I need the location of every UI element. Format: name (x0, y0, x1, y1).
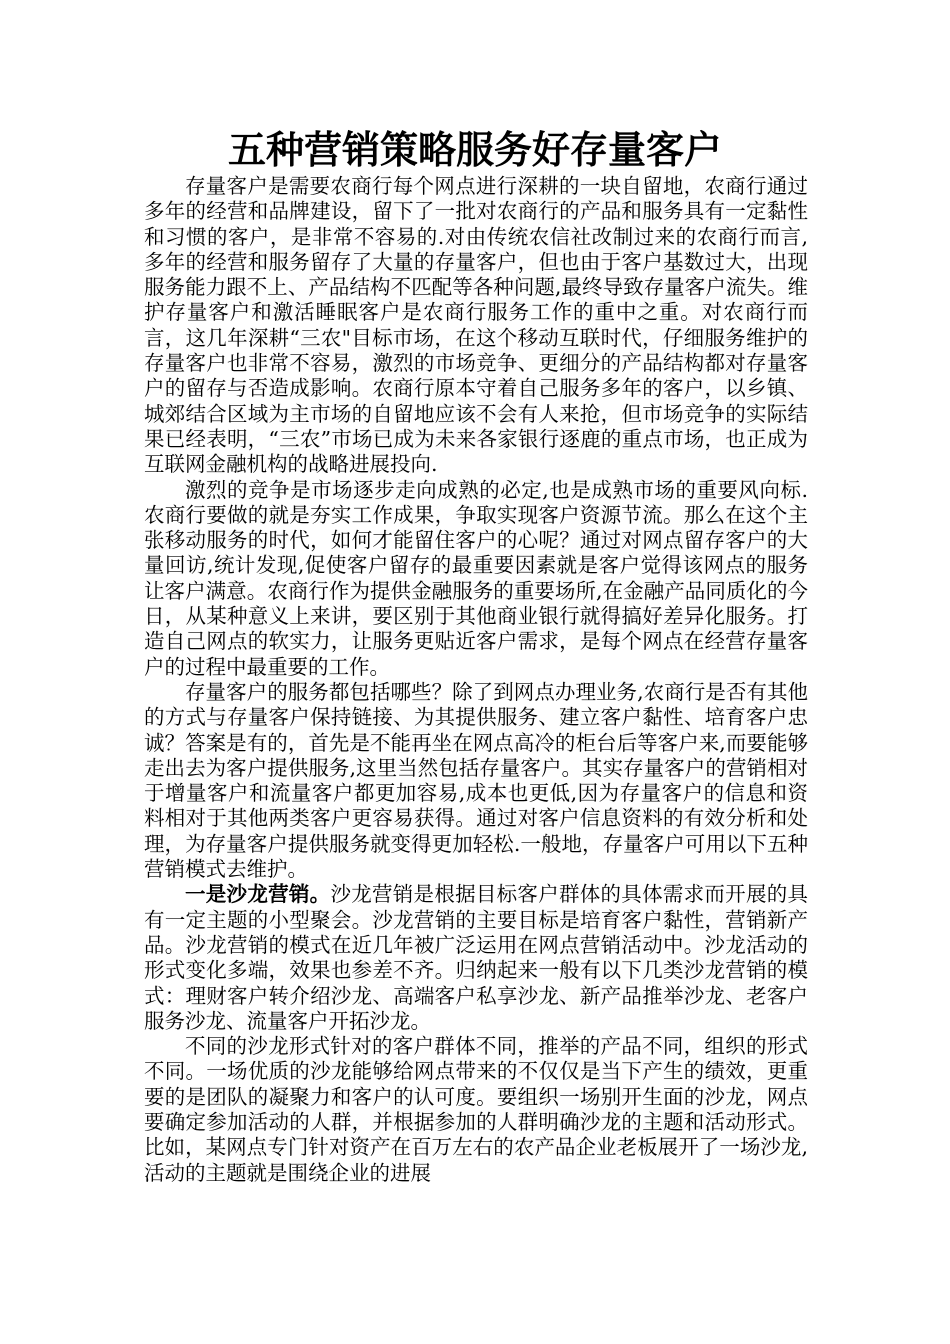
paragraph-4 (144, 882, 808, 1034)
paragraph-1 (144, 174, 808, 478)
paragraph-5 (144, 1034, 808, 1186)
paragraph-3 (144, 680, 808, 882)
paragraph-text: 沙龙营销是根据目标客户群体的具体需求而开展的具有一定主题的小型聚会。沙龙营销的主要目标是培育客户黏性，营销新产品。沙龙营销的模式在近几年被广泛运用在网点营销活动中。沙龙活动的形式变化多端，效果也参差不齐。归纳起来一般有以下几类沙龙营销的模式：理财客户转介绍沙龙、高端客户私享沙龙、新产品推举沙龙、老客户服务沙龙、流量客户开拓沙龙。 (144, 882, 809, 1033)
paragraph-lead-heading: 一是沙龙营销。 (185, 882, 331, 907)
paragraph-text: 不同的沙龙形式针对的客户群体不同，推举的产品不同，组织的形式不同。一场优质的沙龙能够给网点带来的不仅仅是当下产生的绩效，更重要的是团队的凝聚力和客户的认可度。要组织一场别开生面的沙龙，网点要确定参加活动的人群，并根据参加的人群明确沙龙的主题和活动形式。比如，某网点专门针对资产在百万左右的农产品企业老板展开了一场沙龙,活动的主题就是围绕企业的进展 (144, 1034, 808, 1185)
document-title: 五种营销策略服务好存量客户 (227, 127, 722, 172)
paragraph-text: 存量客户的服务都包括哪些？除了到网点办理业务,农商行是否有其他的方式与存量客户保持链接、为其提供服务、建立客户黏性、培育客户忠诚？答案是有的，首先是不能再坐在网点高冷的柜台后等客户来,而要能够走出去为客户提供服务,这里当然包括存量客户。其实存量客户的营销相对于增量客户和流量客户都更加容易,成本也更低,因为存量客户的信息和资料相对于其他两类客户更容易获得。通过对客户信息资料的有效分析和处理，为存量客户提供服务就变得更加轻松.一般地，存量客户可用以下五种营销模式去维护。 (144, 679, 808, 882)
paragraph-text: 激烈的竞争是市场逐步走向成熟的必定,也是成熟市场的重要风向标.农商行要做的就是夯实工作成果，争取实现客户资源节流。那么在这个主张移动服务的时代，如何才能留住客户的心呢？通过对网点留存客户的大量回访,统计发现,促使客户留存的最重要因素就是客户觉得该网点的服务让客户满意。农商行作为提供金融服务的重要场所,在金融产品同质化的今日，从某种意义上来讲，要区别于其他商业银行就得搞好差异化服务。打造自己网点的软实力，让服务更贴近客户需求，是每个网点在经营存量客户的过程中最重要的工作。 (144, 477, 808, 679)
document-body (144, 174, 808, 1186)
paragraph-2 (144, 478, 808, 680)
paragraph-text: 存量客户是需要农商行每个网点进行深耕的一块自留地，农商行通过多年的经营和品牌建设，留下了一批对农商行的产品和服务具有一定黏性和习惯的客户，是非常不容易的.对由传统农信社改制过来的农商行而言,多年的经营和服务留存了大量的存量客户，但也由于客户基数过大，出现服务能力跟不上、产品结构不匹配等各种问题,最终导致存量客户流失。维护存量客户和激活睡眠客户是农商行服务工作的重中之重。对农商行而言，这几年深耕“三农"目标市场，在这个移动互联时代，仔细服务维护的存量客户也非常不容易，激烈的市场竞争、更细分的产品结构都对存量客户的留存与否造成影响。农商行原本守着自己服务多年的客户，以乡镇、城郊结合区域为主市场的自留地应该不会有人来抢，但市场竞争的实际结果已经表明，“三农”市场已成为未来各家银行逐鹿的重点市场，也正成为互联网金融机构的战略进展投向. (144, 174, 808, 477)
